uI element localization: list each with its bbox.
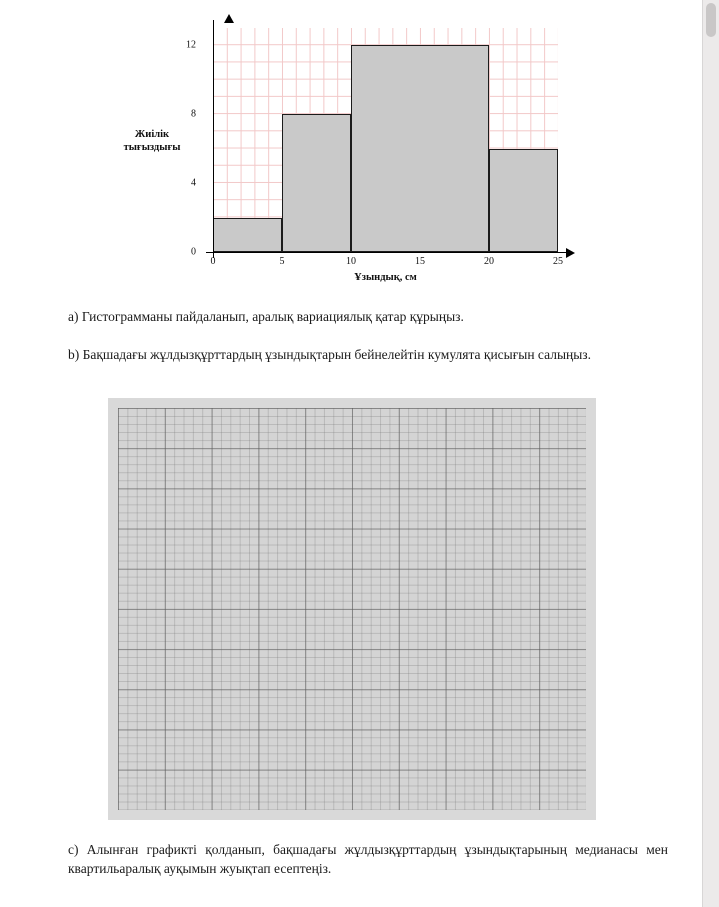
page-scrollbar[interactable] xyxy=(702,0,719,907)
blank-graph-paper xyxy=(108,398,596,820)
question-a: a) Гистограмманы пайдаланып, аралық вариациялық қатар құрыңыз. xyxy=(68,309,464,324)
y-tick-8: 8 xyxy=(191,108,196,120)
histogram-figure xyxy=(110,8,590,293)
y-tick-4: 4 xyxy=(191,177,196,189)
plot-area xyxy=(186,20,570,283)
graph-paper-grid xyxy=(118,408,586,810)
question-b: b) Бақшадағы жұлдызқұрттардың ұзындықтарын бейнелейтін кумулята қисығын салыңыз. xyxy=(68,347,592,362)
x-axis-title: Ұзындық, см xyxy=(354,272,417,283)
y-axis-title-line2: тығыздығы xyxy=(123,142,181,153)
x-tick-20: 20 xyxy=(484,256,494,267)
scrollbar-thumb[interactable] xyxy=(706,3,716,37)
x-tick-5: 5 xyxy=(279,256,285,267)
x-tick-15: 15 xyxy=(415,256,425,267)
histogram-bar-10-20 xyxy=(351,45,489,252)
x-tick-25: 25 xyxy=(553,256,563,267)
plot xyxy=(186,20,563,283)
y-axis-title-line1: Жиілік xyxy=(134,129,170,140)
y-tick-12: 12 xyxy=(186,39,196,51)
x-tick-0: 0 xyxy=(210,256,216,267)
y-axis-title xyxy=(110,128,194,154)
histogram-bar-0-5 xyxy=(213,218,282,253)
x-axis-line xyxy=(206,252,568,253)
x-axis-arrow xyxy=(566,248,575,258)
x-tick-10: 10 xyxy=(346,256,356,267)
question-c: c) Алынған графикті қолданып, бақшадағы жұлдызқұрттардың ұзындықтарының медианасы мен квартильаралық ауқымын жуықтап есептеңіз. xyxy=(68,842,668,876)
y-tick-0: 0 xyxy=(191,246,196,258)
histogram-bar-20-25 xyxy=(489,149,558,252)
y-axis-arrow xyxy=(224,14,234,23)
histogram-bar-5-10 xyxy=(282,114,351,252)
y-axis-line xyxy=(213,20,214,258)
